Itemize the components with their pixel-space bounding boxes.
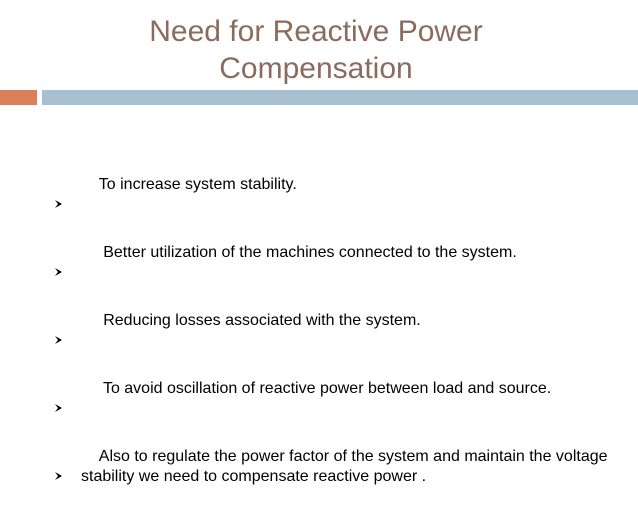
bullet-item <box>52 427 612 507</box>
slide-title-line-2: Compensation <box>219 52 413 85</box>
bullet-text: To increase system stability. <box>98 176 297 193</box>
title-divider-bar <box>42 90 638 105</box>
bullet-text: Better utilization of the machines connected to the system. <box>98 244 517 261</box>
bullet-list <box>52 155 612 515</box>
arrowhead-bullet-icon <box>52 157 66 171</box>
arrowhead-bullet-icon <box>52 293 66 307</box>
arrowhead-bullet-icon <box>52 225 66 239</box>
slide-title-line-1: Need for Reactive Power <box>149 15 483 48</box>
bullet-item <box>52 359 612 419</box>
bullet-text: Reducing losses associated with the system. <box>98 312 421 329</box>
slide-title <box>0 13 632 87</box>
title-divider-accent <box>0 90 37 105</box>
bullet-item <box>52 155 612 215</box>
bullet-text: Also to regulate the power factor of the system and maintain the voltage stability we need to compensate reactive power . <box>81 448 612 485</box>
arrowhead-bullet-icon <box>52 361 66 375</box>
arrowhead-bullet-icon <box>52 429 66 443</box>
bullet-item <box>52 291 612 351</box>
bullet-text: To avoid oscillation of reactive power between load and source. <box>98 380 552 397</box>
bullet-item <box>52 223 612 283</box>
